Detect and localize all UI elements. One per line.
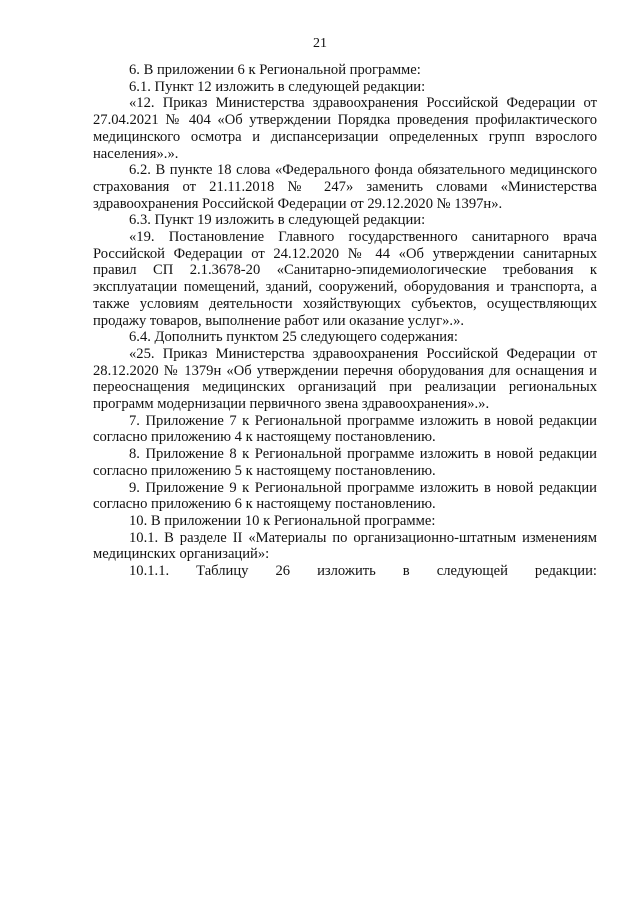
paragraph-6-4-text: «25. Приказ Министерства здравоохранения Российской Федерации от 28.12.2020 № 1379н «Об утверждении перечня оборудования для оснащения и переоснащения медицинских организаций при реализации региональных программ модернизации первичного звена здравоохранения».». <box>93 345 597 413</box>
paragraph-6-2: 6.2. В пункте 18 слова «Федерального фонда обязательного медицинского страхования от 21.11.2018 № 247» заменить словами «Министерства здравоохранения Российской Федерации от 29.12.2020 № 1397н». <box>93 162 597 212</box>
page-number: 21 <box>313 36 327 51</box>
paragraph-7: 7. Приложение 7 к Региональной программе изложить в новой редакции согласно приложению 4 к настоящему постановлению. <box>93 412 597 446</box>
paragraph-10: 10. В приложении 10 к Региональной программе: <box>129 512 436 529</box>
paragraph-6-3: 6.3. Пункт 19 изложить в следующей редакции: <box>129 212 426 229</box>
paragraph-8: 8. Приложение 8 к Региональной программе изложить в новой редакции согласно приложению 5 к настоящему постановлению. <box>93 446 597 479</box>
paragraph-6-4: 6.4. Дополнить пунктом 25 следующего содержания: <box>129 329 458 346</box>
paragraph-6-3-text: «19. Постановление Главного государственного санитарного врача Российской Федерации от 24.12.2020 № 44 «Об утверждении санитарных правил СП 2.1.3678-20 «Санитарно-эпидемиологические требования к эксплуатации помещений, зданий, сооружений, оборудования и транспорта, а также условиям деятельности хозяйствующих субъектов, осуществляющих продажу товаров, выполнение работ или оказание услуг».». <box>93 229 597 329</box>
paragraph-6-1-text: «12. Приказ Министерства здравоохранения Российской Федерации от 27.04.2021 № 404 «Об утверждении Порядка проведения профилактического медицинского осмотра и диспансеризации определенных групп взрослого населения».». <box>93 95 597 162</box>
document-body <box>93 62 597 580</box>
paragraph-10-1: 10.1. В разделе II «Материалы по организационно-штатным изменениям медицинских организаций»: <box>93 529 597 563</box>
paragraph-10-1-1: 10.1.1. Таблицу 26 изложить в следующей редакции: <box>129 563 597 580</box>
paragraph-6: 6. В приложении 6 к Региональной программе: <box>129 62 421 78</box>
paragraph-9: 9. Приложение 9 к Региональной программе изложить в новой редакции согласно приложению 6 к настоящему постановлению. <box>93 479 597 513</box>
paragraph-6-1: 6.1. Пункт 12 изложить в следующей редакции: <box>129 78 426 95</box>
